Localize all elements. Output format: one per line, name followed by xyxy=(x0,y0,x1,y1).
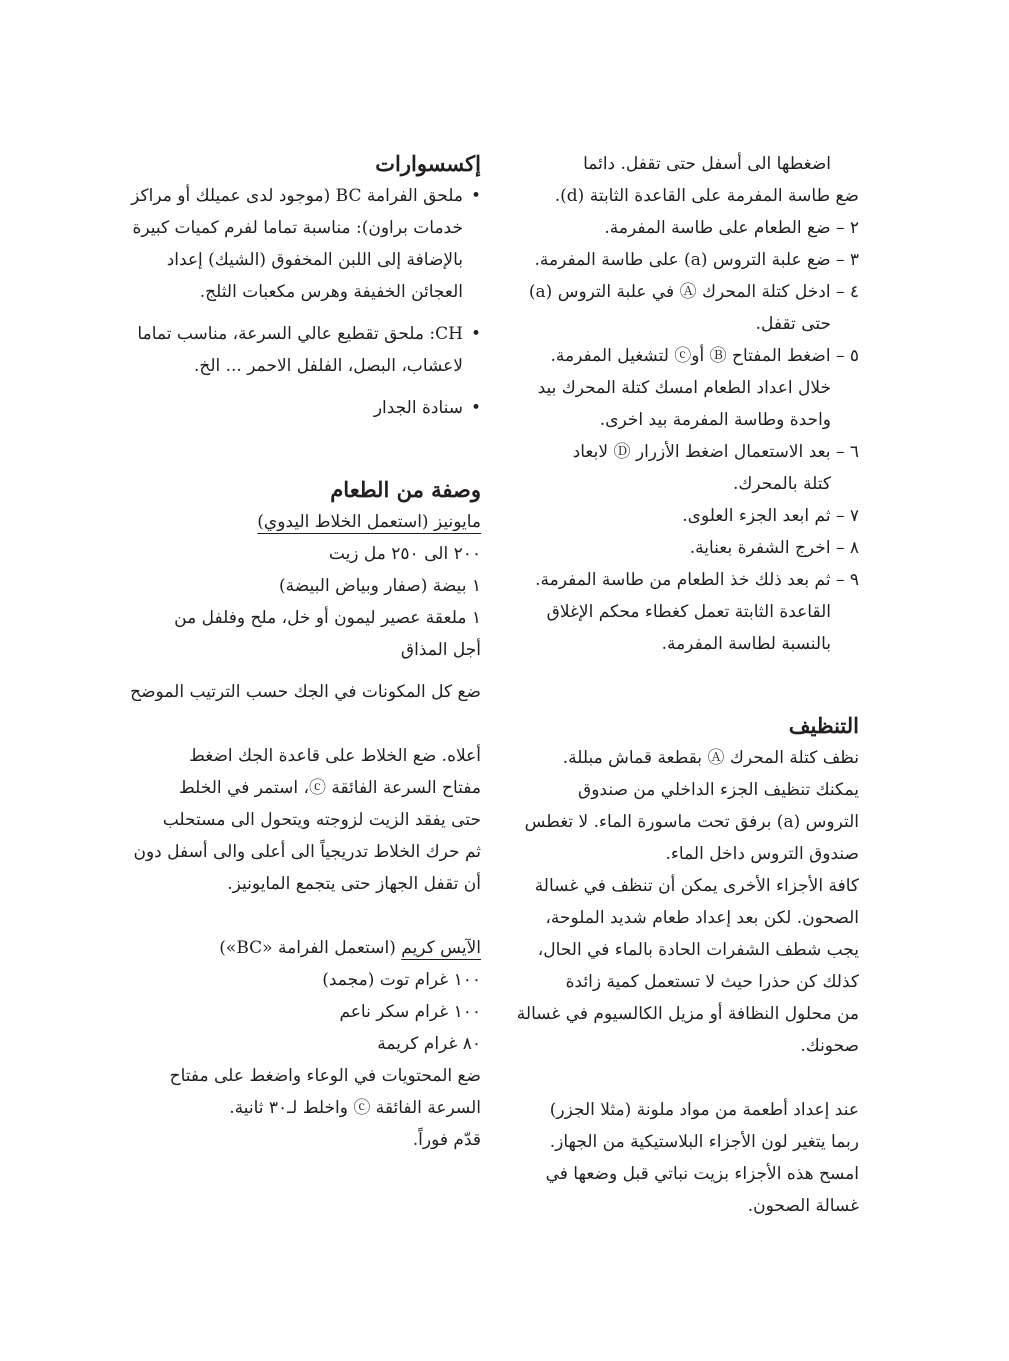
text-line: ربما يتغير لون الأجزاء البلاستيكية من الجهاز. xyxy=(549,1132,859,1152)
text-line: من محلول النظافة أو مزيل الكالسيوم في غسالة xyxy=(516,1004,859,1024)
cleaning-paragraph-1 xyxy=(516,742,859,1062)
cleaning-paragraph-2 xyxy=(519,1094,859,1222)
step-7: ٧ – ثم ابعد الجزء العلوى. xyxy=(682,506,859,526)
step-6: ٦ – بعد الاستعمال اضغط الأزرار Ⓓ لابعاد xyxy=(572,442,859,462)
accessory-item-wall-mount xyxy=(131,392,481,424)
bullet-line: • ملحق الفرامة BC (موجود لدى عميلك أو مراكز xyxy=(131,180,481,212)
text-line: يجب شطف الشفرات الحادة بالماء في الحال، xyxy=(537,940,859,960)
text-line: العجائن الخفيفة وهرس مكعبات الثلج. xyxy=(199,282,463,302)
instruction: مفتاح السرعة الفائقة ⓒ، استمر في الخلط xyxy=(179,778,481,798)
step-8: ٨ – اخرج الشفرة بعناية. xyxy=(689,538,859,558)
text-line: التروس (a) برفق تحت ماسورة الماء. لا تغطس xyxy=(524,812,859,832)
step-3: ٣ – ضع علبة التروس (a) على طاسة المفرمة. xyxy=(534,250,859,270)
accessory-item-ch xyxy=(131,318,481,382)
step-9-continued: القاعدة الثابتة تعمل كغطاء محكم الإغلاق xyxy=(546,602,831,622)
step-6-continued: كتلة بالمحرك. xyxy=(732,474,831,494)
step-5-continued: خلال اعداد الطعام امسك كتلة المحرك بيد xyxy=(537,378,831,398)
accessory-item-bc xyxy=(131,180,481,308)
instruction: أن تقفل الجهاز حتى يتجمع المايونيز. xyxy=(227,874,481,894)
text-line: الصحون. لكن بعد إعداد طعام شديد الملوحة، xyxy=(545,908,859,928)
text-line: لاعشاب، البصل، الفلفل الاحمر ... الخ. xyxy=(193,356,463,376)
bullet-line: • سنادة الجدار xyxy=(131,392,481,424)
text-line: كذلك كن حذرا حيث لا تستعمل كمية زائدة xyxy=(565,972,859,992)
recipe-title: مايونيز (استعمل الخلاط اليدوي) xyxy=(257,512,481,532)
ingredient: ١ ملعقة عصير ليمون أو خل، ملح وفلفل من xyxy=(174,608,481,628)
text-line: بالإضافة إلى اللبن المخفوق (الشيك) إعداد xyxy=(166,250,463,270)
instruction: ضع المحتويات في الوعاء واضغط على مفتاح xyxy=(169,1066,481,1086)
text-line: غسالة الصحون. xyxy=(747,1196,859,1216)
text-line: خدمات براون): مناسبة تماما لفرم كميات كبيرة xyxy=(132,218,463,238)
instruction: حتى يفقد الزيت لزوجته ويتحول الى مستحلب xyxy=(162,810,481,830)
step-1-continued: ضع طاسة المفرمة على القاعدة الثابتة (d). xyxy=(554,186,859,206)
bullet-line: • CH: ملحق تقطيع عالي السرعة، مناسب تماما xyxy=(131,318,481,350)
assembly-instructions-column xyxy=(516,148,859,1222)
recipe-title xyxy=(131,932,481,964)
text-line: نظف كتلة المحرك Ⓐ بقطعة قماش مبللة. xyxy=(562,748,859,768)
ingredient: ١٠٠ غرام سكر ناعم xyxy=(339,1002,481,1022)
text-line: كافة الأجزاء الأخرى يمكن أن تنظف في غسالة xyxy=(534,876,859,896)
text-line: امسح هذه الأجزاء بزيت نباتي قبل وضعها في xyxy=(545,1164,859,1184)
text-line: صندوق التروس داخل الماء. xyxy=(665,844,859,864)
step-5-continued: واحدة وطاسة المفرمة بيد اخرى. xyxy=(599,410,831,430)
text-line: عند إعداد أطعمة من مواد ملونة (مثلا الجزر) xyxy=(549,1100,859,1120)
recipe-title-underlined: الآيس كريم xyxy=(401,938,481,958)
step-4: ٤ – ادخل كتلة المحرك Ⓐ في علبة التروس (a) xyxy=(528,282,859,302)
instruction: أعلاه. ضع الخلاط على قاعدة الجك اضغط xyxy=(189,746,481,766)
ingredient: ١ بيضة (صفار وبياض البيضة) xyxy=(279,576,481,596)
instruction: قدّم فوراً. xyxy=(412,1130,481,1150)
step-1-continued: اضغطها الى أسفل حتى تقفل. دائما xyxy=(583,154,831,174)
ingredient: ٨٠ غرام كريمة xyxy=(377,1034,481,1054)
text-line: يمكنك تنظيف الجزء الداخلي من صندوق xyxy=(578,780,859,800)
accessories-heading: إكسسوارات xyxy=(375,151,481,176)
ingredient: ١٠٠ غرام توت (مجمد) xyxy=(322,970,481,990)
instruction: ضع كل المكونات في الجك حسب الترتيب الموضح xyxy=(130,682,481,702)
accessories-recipes-column xyxy=(131,148,481,1156)
recipe-mayonnaise xyxy=(131,506,481,900)
step-9: ٩ – ثم بعد ذلك خذ الطعام من طاسة المفرمة. xyxy=(535,570,859,590)
step-2: ٢ – ضع الطعام على طاسة المفرمة. xyxy=(604,218,859,238)
ingredient: ٢٠٠ الى ٢٥٠ مل زيت xyxy=(328,544,481,564)
ingredient: أجل المذاق xyxy=(400,640,481,660)
step-9-continued: بالنسبة لطاسة المفرمة. xyxy=(661,634,831,654)
instruction: ثم حرك الخلاط تدريجياً الى أعلى والى أسفل دون xyxy=(133,842,481,862)
text-line: صحونك. xyxy=(800,1036,859,1056)
instruction: السرعة الفائقة ⓒ واخلط لـ٣٠ ثانية. xyxy=(229,1098,481,1118)
step-5: ٥ – اضغط المفتاح Ⓑ أوⓒ لتشغيل المفرمة. xyxy=(550,346,859,366)
recipe-ice-cream xyxy=(131,932,481,1156)
step-4-continued: حتى تقفل. xyxy=(755,314,831,334)
recipe-title-rest: (استعمل الفرامة «BC») xyxy=(219,938,402,958)
recipes-heading: وصفة من الطعام xyxy=(330,477,481,502)
cleaning-heading: التنظيف xyxy=(788,713,859,738)
